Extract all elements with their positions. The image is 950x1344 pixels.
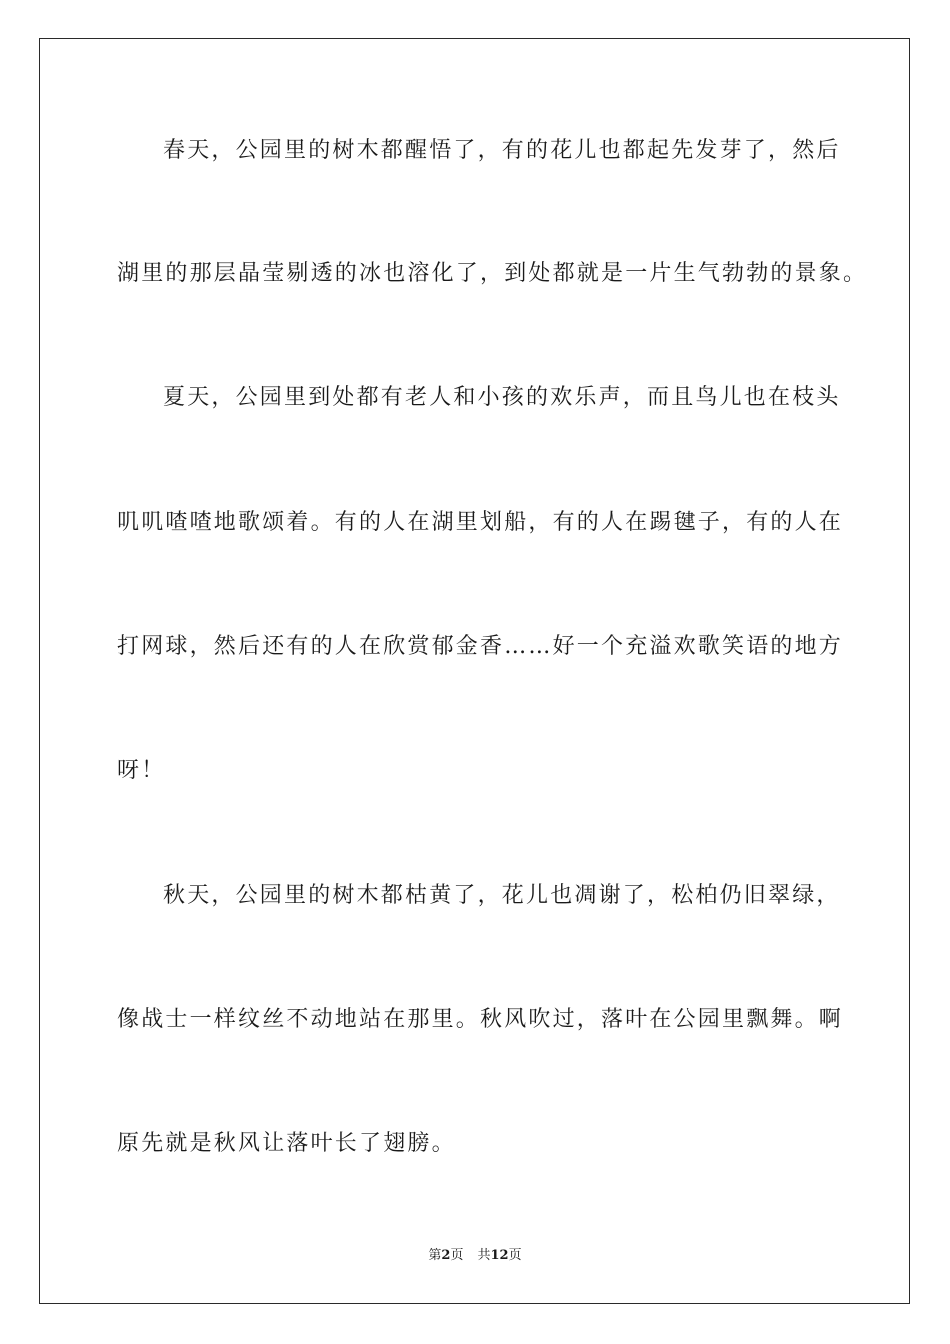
total-suffix: 页 (508, 1248, 522, 1263)
total-prefix: 共 (477, 1248, 491, 1263)
page-footer (0, 1248, 950, 1264)
paragraph-summer-line-3: 打网球，然后还有的人在欣赏郁金香……好一个充溢欢歌笑语的地方 (117, 634, 844, 659)
paragraph-autumn-line-1: 秋天，公园里的树木都枯黄了，花儿也凋谢了，松柏仍旧翠绿， (163, 883, 841, 908)
paragraph-summer-line-2: 叽叽喳喳地歌颂着。有的人在湖里划船，有的人在踢毽子，有的人在 (117, 510, 844, 535)
paragraph-autumn-line-2: 像战士一样纹丝不动地站在那里。秋风吹过，落叶在公园里飘舞。啊 (117, 1007, 844, 1032)
paragraph-spring-line-2: 湖里的那层晶莹剔透的冰也溶化了，到处都就是一片生气勃勃的景象。 (117, 261, 868, 286)
paragraph-autumn-line-3: 原先就是秋风让落叶长了翅膀。 (117, 1131, 456, 1156)
page-prefix: 第 (428, 1248, 442, 1263)
paragraph-spring-line-1: 春天，公园里的树木都醒悟了，有的花儿也都起先发芽了，然后 (163, 138, 841, 163)
paragraph-summer-line-4: 呀！ (117, 758, 166, 783)
total-pages: 12 (490, 1248, 509, 1263)
page-suffix: 页 (450, 1248, 464, 1263)
paragraph-summer-line-1: 夏天，公园里到处都有老人和小孩的欢乐声，而且鸟儿也在枝头 (163, 385, 841, 410)
page-number: 2 (441, 1248, 451, 1263)
page-border (39, 38, 910, 1304)
